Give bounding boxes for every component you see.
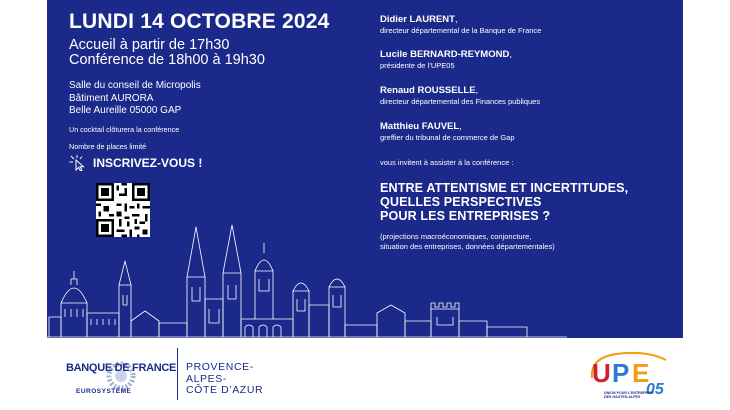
conference-desc-line: (projections macroéconomiques, conjoncture, <box>380 232 532 241</box>
host-role: directeur départemental de la Banque de France <box>380 26 542 35</box>
event-date: LUNDI 14 OCTOBRE 2024 <box>69 10 330 33</box>
limited-places-note: Nombre de places limité <box>69 142 147 151</box>
upe-number: 05 <box>646 381 664 398</box>
host-entry <box>380 14 541 35</box>
bdf-name: BANQUE DE FRANCE <box>66 362 177 374</box>
upe-letter-u: U <box>592 358 611 388</box>
register-link[interactable] <box>69 155 202 171</box>
cursor-click-icon <box>69 155 87 171</box>
welcome-time: Accueil à partir de 17h30 <box>69 37 230 53</box>
conference-time: Conférence de 18h00 à 19h30 <box>69 52 265 68</box>
cocktail-note: Un cocktail clôturera la conférence <box>69 125 180 134</box>
host-role: présidente de l’UPE05 <box>380 61 455 70</box>
conference-title <box>380 181 628 223</box>
host-role: directeur départemental des Finances publiques <box>380 97 541 106</box>
blue-panel <box>47 0 683 338</box>
region-line: ALPES- <box>186 372 227 385</box>
upe-subtitle-line: DES HAUTES-ALPES <box>604 395 641 400</box>
upe-subtitle-line: UNION POUR L’ENTREPRISE <box>604 391 654 395</box>
host-role: greffier du tribunal de commerce de Gap <box>380 133 515 142</box>
host-name: Renaud ROUSSELLE, <box>380 85 479 96</box>
region-line: CÔTE D’AZUR <box>186 384 264 396</box>
bdf-eurosystem: EUROSYSTÈME <box>76 388 132 395</box>
host-entry <box>380 85 540 106</box>
host-name: Didier LAURENT, <box>380 14 458 25</box>
conference-title-line: QUELLES PERSPECTIVES <box>380 195 542 209</box>
conference-description <box>380 232 555 251</box>
region-name <box>186 362 263 397</box>
host-entry <box>380 121 515 142</box>
host-name: Matthieu FAUVEL, <box>380 121 462 132</box>
upe-subtitle <box>604 391 654 399</box>
venue-line: Belle Aureille 05000 GAP <box>69 105 182 116</box>
venue-address <box>69 80 201 118</box>
logo-separator <box>177 348 178 400</box>
conference-desc-line: situation des entreprises, données départementales) <box>380 241 555 251</box>
upe-letter-p: P <box>612 358 630 388</box>
conference-title-line: POUR LES ENTREPRISES ? <box>380 209 551 223</box>
venue-line: Bâtiment AURORA <box>69 92 154 104</box>
conference-title-line: ENTRE ATTENTISME ET INCERTITUDES, <box>380 181 629 195</box>
host-name: Lucile BERNARD-REYMOND, <box>380 49 512 60</box>
venue-line: Salle du conseil de Micropolis <box>69 80 201 91</box>
host-entry <box>380 49 512 70</box>
region-line: PROVENCE- <box>186 361 254 373</box>
register-label: INSCRIVEZ-VOUS ! <box>93 156 203 170</box>
invitation-line: vous invitent à assister à la conférence : <box>380 158 514 167</box>
upe-letter-e: E <box>632 358 650 388</box>
